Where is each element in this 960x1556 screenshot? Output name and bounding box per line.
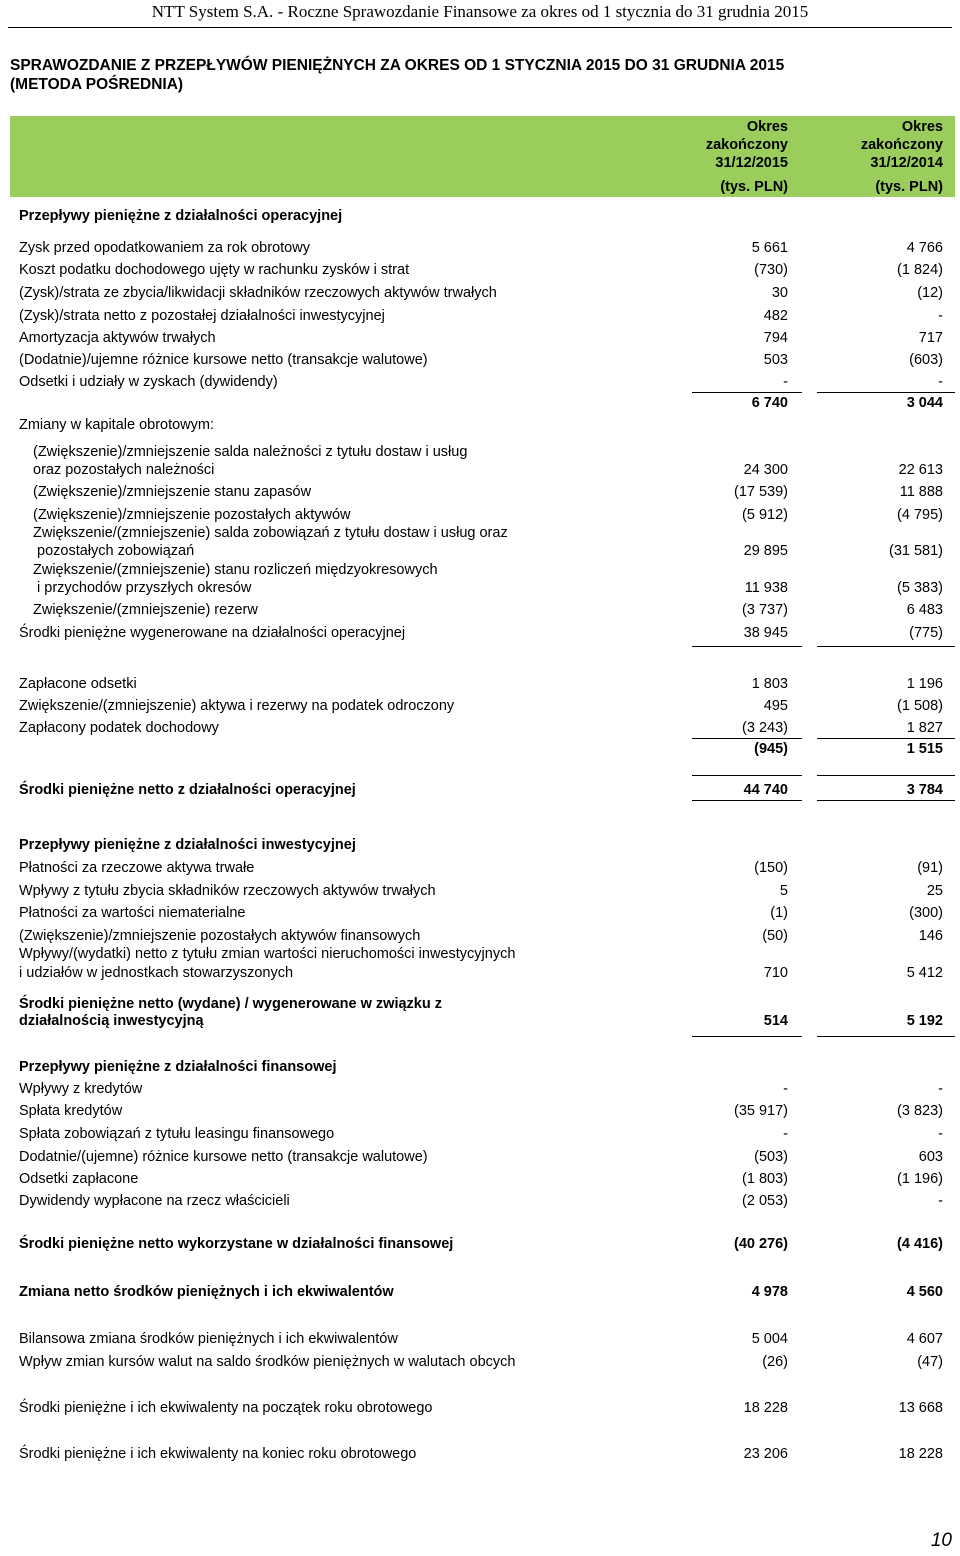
value-2014: 5 192	[906, 1013, 943, 1029]
row-label: Płatności za wartości niematerialne	[19, 905, 246, 921]
value-2014: -	[938, 1126, 943, 1142]
value-2015: (50)	[762, 928, 788, 944]
value-2014: -	[938, 374, 943, 390]
row-label: Wpływy z tytułu zbycia składników rzeczowych aktywów trwałych	[19, 883, 436, 899]
value-2014: (1 196)	[897, 1171, 943, 1187]
value-2015: 23 206	[743, 1446, 788, 1462]
column-header-2014	[803, 118, 943, 196]
value-2014: 11 888	[899, 484, 943, 500]
value-2015: 482	[763, 308, 788, 324]
value-2015: 24 300	[743, 462, 788, 478]
value-2015: (40 276)	[733, 1236, 788, 1252]
row-label: Zwiększenie/(zmniejszenie) aktywa i rezerwy na podatek odroczony	[19, 698, 455, 714]
value-2014: 22 613	[898, 462, 943, 478]
underline-rule	[692, 738, 802, 739]
row-label: Zapłacone odsetki	[19, 676, 137, 692]
value-2015: (730)	[754, 262, 788, 278]
underline-rule	[692, 775, 802, 776]
value-2015: 44 740	[743, 782, 788, 798]
statement-title	[10, 56, 784, 94]
value-2014: (4 795)	[897, 507, 943, 523]
row-label: Środki pieniężne wygenerowane na działalności operacyjnej	[19, 625, 406, 641]
value-2015: (1)	[770, 905, 788, 921]
value-2014: 4 560	[906, 1284, 943, 1300]
value-2015: 514	[763, 1013, 788, 1029]
value-2014: (603)	[909, 352, 943, 368]
row-label: i udziałów w jednostkach stowarzyszonych	[19, 965, 294, 981]
value-2014: 4 766	[906, 240, 943, 256]
column-2015-line1: Okres	[746, 119, 788, 135]
value-2014: 603	[918, 1149, 943, 1165]
underline-rule	[817, 738, 955, 739]
column-header-2015	[648, 118, 788, 196]
value-2014: 25	[926, 883, 943, 899]
row-label: Płatności za rzeczowe aktywa trwałe	[19, 860, 255, 876]
underline-rule	[692, 1036, 802, 1037]
value-2014: 1 196	[906, 676, 943, 692]
row-label: Odsetki zapłacone	[19, 1171, 139, 1187]
value-2015: 4 978	[751, 1284, 788, 1300]
column-2014-line1: Okres	[901, 119, 943, 135]
value-2015: -	[783, 1126, 788, 1142]
underline-rule	[817, 392, 955, 393]
value-2014: 5 412	[906, 965, 943, 981]
row-label: Przepływy pieniężne z działalności inwestycyjnej	[19, 837, 356, 853]
value-2015: (3 243)	[742, 720, 788, 736]
row-label: Środki pieniężne netto wykorzystane w działalności finansowej	[19, 1236, 454, 1252]
underline-rule	[692, 800, 802, 801]
column-2014-unit: (tys. PLN)	[875, 179, 943, 195]
title-line-2: (METODA POŚREDNIA)	[10, 76, 184, 93]
column-2015-date: 31/12/2015	[715, 155, 788, 171]
value-2014: 146	[918, 928, 943, 944]
row-label: Dodatnie/(ujemne) różnice kursowe netto (transakcje walutowe)	[19, 1149, 428, 1165]
row-label: Koszt podatku dochodowego ujęty w rachunku zysków i strat	[19, 262, 410, 278]
row-label: Środki pieniężne i ich ekwiwalenty na początek roku obrotowego	[19, 1400, 433, 1416]
value-2014: -	[938, 1081, 943, 1097]
value-2015: 18 228	[743, 1400, 788, 1416]
value-2014: (5 383)	[897, 580, 943, 596]
row-label: (Zysk)/strata ze zbycia/likwidacji składników rzeczowych aktywów trwałych	[19, 285, 497, 301]
row-label: Przepływy pieniężne z działalności finansowej	[19, 1059, 337, 1075]
value-2014: 6 483	[906, 602, 943, 618]
value-2014: 3 784	[906, 782, 943, 798]
underline-rule	[817, 800, 955, 801]
value-2015: (945)	[754, 741, 788, 757]
column-2014-line2: zakończony	[860, 137, 943, 153]
value-2014: (3 823)	[897, 1103, 943, 1119]
row-label: Zapłacony podatek dochodowy	[19, 720, 219, 736]
value-2015: (26)	[762, 1354, 788, 1370]
row-label: Zwiększenie/(zmniejszenie) salda zobowiązań z tytułu dostaw i usług oraz	[33, 525, 508, 541]
row-label: Środki pieniężne netto (wydane) / wygenerowane w związku z	[19, 996, 442, 1012]
value-2014: 1 827	[906, 720, 943, 736]
row-label: Zwiększenie/(zmniejszenie) rezerw	[33, 602, 258, 618]
row-label: Środki pieniężne netto z działalności operacyjnej	[19, 782, 356, 798]
underline-rule	[692, 392, 802, 393]
column-2014-date: 31/12/2014	[870, 155, 943, 171]
row-label: Dywidendy wypłacone na rzecz właścicieli	[19, 1193, 290, 1209]
row-label: (Zwiększenie)/zmniejszenie stanu zapasów	[33, 484, 312, 500]
row-label: oraz pozostałych należności	[33, 462, 215, 478]
value-2014: -	[938, 1193, 943, 1209]
value-2015: (17 539)	[733, 484, 788, 500]
value-2014: (47)	[917, 1354, 943, 1370]
underline-rule	[817, 1036, 955, 1037]
value-2014: 3 044	[906, 395, 943, 411]
underline-rule	[817, 646, 955, 647]
value-2014: 13 668	[898, 1400, 943, 1416]
row-label: Zysk przed opodatkowaniem za rok obrotowy	[19, 240, 310, 256]
value-2015: (503)	[754, 1149, 788, 1165]
value-2014: (1 508)	[897, 698, 943, 714]
value-2015: (1 803)	[742, 1171, 788, 1187]
row-label: Bilansowa zmiana środków pieniężnych i ich ekwiwalentów	[19, 1331, 398, 1347]
column-2015-unit: (tys. PLN)	[720, 179, 788, 195]
row-label: (Zwiększenie)/zmniejszenie pozostałych aktywów	[33, 507, 351, 523]
title-line-1: SPRAWOZDANIE Z PRZEPŁYWÓW PIENIĘŻNYCH ZA OKRES OD 1 STYCZNIA 2015 DO 31 GRUDNIA 2015	[10, 57, 785, 74]
row-label: Przepływy pieniężne z działalności operacyjnej	[19, 208, 343, 224]
row-label: Wpływy/(wydatki) netto z tytułu zmian wartości nieruchomości inwestycyjnych	[19, 946, 516, 962]
row-label: Zwiększenie/(zmniejszenie) stanu rozliczeń międzyokresowych	[33, 562, 438, 578]
row-label: Odsetki i udziały w zyskach (dywidendy)	[19, 374, 278, 390]
value-2015: (35 917)	[733, 1103, 788, 1119]
row-label: Zmiana netto środków pieniężnych i ich ekwiwalentów	[19, 1284, 394, 1300]
row-label: Środki pieniężne i ich ekwiwalenty na koniec roku obrotowego	[19, 1446, 417, 1462]
value-2015: (2 053)	[742, 1193, 788, 1209]
row-label: Spłata zobowiązań z tytułu leasingu finansowego	[19, 1126, 335, 1142]
row-label: (Zwiększenie)/zmniejszenie pozostałych aktywów finansowych	[19, 928, 421, 944]
page-number: 10	[930, 1530, 952, 1551]
value-2015: -	[783, 1081, 788, 1097]
value-2015: 503	[763, 352, 788, 368]
value-2014: (31 581)	[888, 543, 943, 559]
value-2014: (775)	[909, 625, 943, 641]
value-2014: 1 515	[906, 741, 943, 757]
value-2014: (300)	[909, 905, 943, 921]
value-2014: -	[938, 308, 943, 324]
row-label: Zmiany w kapitale obrotowym:	[19, 417, 215, 433]
value-2015: 29 895	[743, 543, 788, 559]
underline-rule	[817, 775, 955, 776]
value-2015: 5 004	[751, 1331, 788, 1347]
value-2015: 495	[763, 698, 788, 714]
value-2014: 4 607	[906, 1331, 943, 1347]
row-label: (Zwiększenie)/zmniejszenie salda należności z tytułu dostaw i usług	[33, 444, 468, 460]
row-label: (Dodatnie)/ujemne różnice kursowe netto (transakcje walutowe)	[19, 352, 428, 368]
value-2014: (4 416)	[897, 1236, 943, 1252]
row-label: Spłata kredytów	[19, 1103, 123, 1119]
value-2015: 710	[763, 965, 788, 981]
value-2015: 1 803	[751, 676, 788, 692]
row-label: Wpływy z kredytów	[19, 1081, 143, 1097]
row-label: pozostałych zobowiązań	[37, 543, 195, 559]
value-2014: (1 824)	[897, 262, 943, 278]
row-label: działalnością inwestycyjną	[19, 1013, 204, 1029]
row-label: (Zysk)/strata netto z pozostałej działalności inwestycyjnej	[19, 308, 385, 324]
value-2015: (5 912)	[742, 507, 788, 523]
value-2015: 5 661	[751, 240, 788, 256]
value-2015: 794	[763, 330, 788, 346]
value-2015: 11 938	[744, 580, 788, 596]
row-label: Wpływ zmian kursów walut na saldo środków pieniężnych w walutach obcych	[19, 1354, 516, 1370]
value-2014: (12)	[917, 285, 943, 301]
value-2014: (91)	[917, 860, 943, 876]
value-2015: (3 737)	[742, 602, 788, 618]
value-2015: 5	[779, 883, 788, 899]
value-2014: 717	[918, 330, 943, 346]
value-2015: -	[783, 374, 788, 390]
running-header: NTT System S.A. - Roczne Sprawozdanie Finansowe za okres od 1 stycznia do 31 grudnia 2015	[151, 2, 809, 21]
value-2014: 18 228	[898, 1446, 943, 1462]
row-label: Amortyzacja aktywów trwałych	[19, 330, 216, 346]
value-2015: 6 740	[751, 395, 788, 411]
column-2015-line2: zakończony	[705, 137, 788, 153]
header-rule	[8, 27, 952, 28]
row-label: i przychodów przyszłych okresów	[37, 580, 252, 596]
value-2015: (150)	[754, 860, 788, 876]
underline-rule	[692, 646, 802, 647]
value-2015: 38 945	[743, 625, 788, 641]
value-2015: 30	[771, 285, 788, 301]
